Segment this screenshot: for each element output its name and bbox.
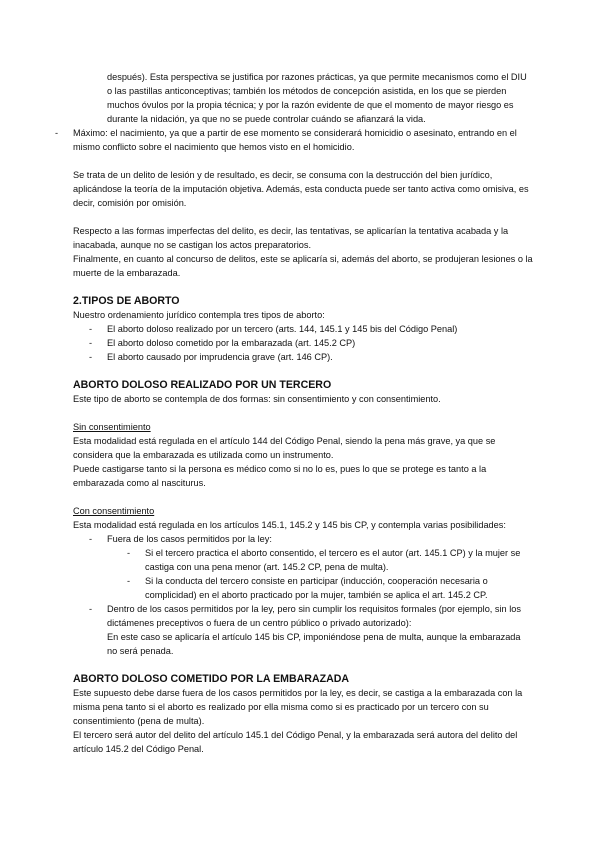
- list-item-maximo: - Máximo: el nacimiento, ya que a partir de ese momento se considerará homicidio o asesinato, entrando en el mismo conflicto sobre el nacimiento que hemos visto en el homicidio.: [73, 126, 533, 154]
- list-item: - El aborto causado por imprudencia grave (art. 146 CP).: [107, 350, 533, 364]
- list-item: - Si el tercero practica el aborto consentido, el tercero es el autor (art. 145.1 CP) y la mujer se castiga con una pena menor (art. 145.2 CP, pena de multa).: [145, 546, 533, 574]
- tercero-intro: Este tipo de aborto se contempla de dos formas: sin consentimiento y con consentimiento.: [73, 394, 441, 404]
- embarazada-paragraph-2: El tercero será autor del delito del artículo 145.1 del Código Penal, y la embarazada será autora del delito del artículo 145.2 del Código Penal.: [73, 730, 518, 754]
- list-item: - Si la conducta del tercero consiste en participar (inducción, cooperación necesaria o complicidad) en el aborto practicado por la mujer, también se aplica el art. 145.2 CP.: [145, 574, 533, 602]
- document-page: [73, 70, 533, 756]
- list-item: - El aborto doloso cometido por la embarazada (art. 145.2 CP): [107, 336, 533, 350]
- embarazada-paragraph-1: Este supuesto debe darse fuera de los casos permitidos por la ley, es decir, se castiga a la embarazada con la misma pena tanto si el aborto es realizado por ella misma como si es practicado por un tercero con su consentimiento (pena de multa).: [73, 688, 523, 726]
- list-item-fuera: [107, 532, 533, 602]
- sin-paragraph-1: Esta modalidad está regulada en el artículo 144 del Código Penal, siendo la pena más grave, ya que se considera que la embarazada es utilizada como un instrumento.: [73, 436, 496, 460]
- con-paragraph-1: Esta modalidad está regulada en los artículos 145.1, 145.2 y 145 bis CP, y contempla varias posibilidades:: [73, 520, 506, 530]
- subheading-sin: Sin consentimiento: [73, 422, 151, 432]
- paragraph-concurso: Finalmente, en cuanto al concurso de delitos, este se aplicaría si, además del aborto, se produjeran lesiones o la muerte de la embarazada.: [73, 254, 533, 278]
- heading-tipos: 2.TIPOS DE ABORTO: [73, 295, 180, 307]
- heading-embarazada: ABORTO DOLOSO COMETIDO POR LA EMBARAZADA: [73, 673, 350, 685]
- fuera-label: Fuera de los casos permitidos por la ley:: [107, 534, 272, 544]
- list-item-dentro: [107, 602, 533, 658]
- paragraph-delito: Se trata de un delito de lesión y de resultado, es decir, se consuma con la destrucción del bien jurídico, aplicándose la teoría de la imputación objetiva. Además, esta conducta puede ser tanto activa como omisiva, es decir, comisión por omisión.: [73, 170, 529, 208]
- con-list: [73, 532, 533, 658]
- dentro-label: Dentro de los casos permitidos por la ley, pero sin cumplir los requisitos formales (por ejemplo, sin los dictámenes preceptivos o fuera de un centro público o privado autorizado):: [107, 604, 521, 628]
- tipos-list: [73, 322, 533, 364]
- subheading-con: Con consentimiento: [73, 506, 155, 516]
- dentro-continuation: En este caso se aplicaría el artículo 145 bis CP, imponiéndose pena de multa, aunque la embarazada no será penada.: [107, 632, 521, 656]
- intro-continuation: después). Esta perspectiva se justifica por razones prácticas, ya que permite mecanismos como el DIU o las pastillas anticonceptivas; también los métodos de concepción asistida, en los que se pierden muchos óvulos por la propia técnica; y por la razón evidente de que el momento de mayor riesgo es durante la nidación, ya que no se puede controlar cuándo se afianzará la vida.: [107, 72, 527, 124]
- fuera-sublist: [107, 546, 533, 602]
- paragraph-formas: Respecto a las formas imperfectas del delito, es decir, las tentativas, se aplicarían la tentativa acabada y la inacabada, aunque no se castigan los actos preparatorios.: [73, 226, 509, 250]
- tipos-intro: Nuestro ordenamiento jurídico contempla tres tipos de aborto:: [73, 310, 325, 320]
- limit-list: [73, 126, 533, 154]
- list-item: - El aborto doloso realizado por un tercero (arts. 144, 145.1 y 145 bis del Código Penal): [107, 322, 533, 336]
- sin-paragraph-2: Puede castigarse tanto si la persona es médico como si no lo es, pues lo que se protege es tanto a la embarazada como al nasciturus.: [73, 464, 487, 488]
- heading-tercero: ABORTO DOLOSO REALIZADO POR UN TERCERO: [73, 379, 332, 391]
